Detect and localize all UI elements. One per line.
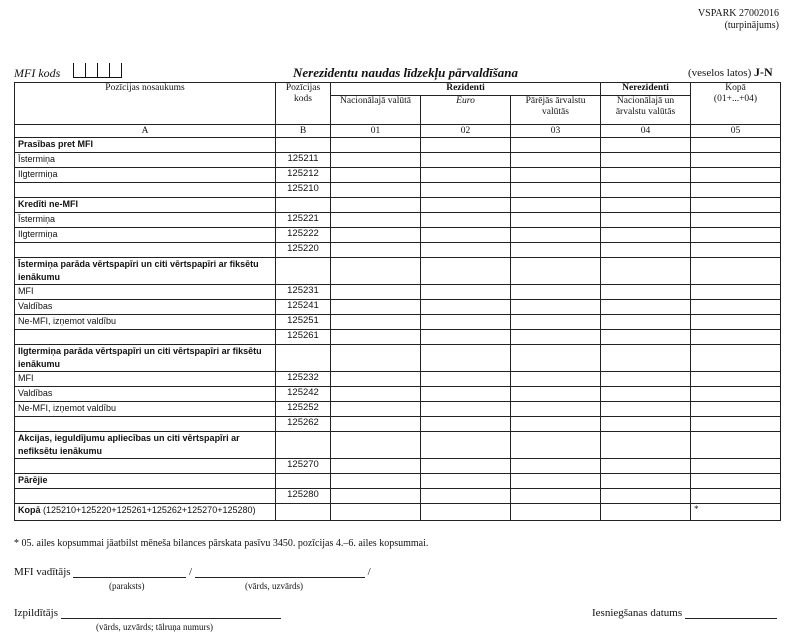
value-cell-05[interactable] [691,330,781,345]
col-header-name: Pozīcijas nosaukums [15,83,276,125]
col-header-residents: Rezidenti [331,83,601,96]
value-cell-03 [511,258,601,285]
table-row [15,258,781,285]
table-row [15,285,781,300]
value-cell-02[interactable] [421,372,511,387]
col-header-code: Pozīcijas kods [276,83,331,125]
value-cell-04[interactable] [601,459,691,474]
value-cell-05[interactable] [691,285,781,300]
table-row [15,489,781,504]
value-cell-04[interactable] [601,183,691,198]
value-cell-04 [601,258,691,285]
col-header-nonresidents: Nerezidenti [601,83,691,96]
value-cell-01 [331,138,421,153]
total-cell-03[interactable] [511,504,601,521]
table-row [15,183,781,198]
table-row [15,315,781,330]
row-code: 125221 [276,213,331,228]
row-name: Kredīti ne-MFI [15,198,276,213]
value-cell-05[interactable] [691,387,781,402]
mfi-code-box[interactable] [73,63,85,78]
row-code: 125231 [276,285,331,300]
executor-label: Izpildītājs [14,607,58,619]
value-cell-01[interactable] [331,285,421,300]
value-cell-01[interactable] [331,168,421,183]
row-code [276,198,331,213]
row-code: 125262 [276,417,331,432]
row-name: Īstermiņa [15,213,276,228]
value-cell-03[interactable] [511,330,601,345]
col-letter: 03 [511,125,601,138]
value-cell-04[interactable] [601,372,691,387]
value-cell-05[interactable] [691,315,781,330]
form-code-block [698,8,779,32]
head-name-field[interactable] [195,577,365,578]
value-cell-04 [601,432,691,459]
value-cell-04[interactable] [601,243,691,258]
value-cell-03[interactable] [511,417,601,432]
value-cell-04[interactable] [601,402,691,417]
value-cell-01[interactable] [331,213,421,228]
row-code: 125212 [276,168,331,183]
value-cell-05 [691,474,781,489]
row-code [276,258,331,285]
value-cell-02 [421,198,511,213]
row-name: Ne-MFI, izņemot valdību [15,315,276,330]
row-code: 125211 [276,153,331,168]
value-cell-04[interactable] [601,168,691,183]
row-name: Prasības pret MFI [15,138,276,153]
value-cell-01 [331,198,421,213]
mfi-code-box[interactable] [109,63,122,78]
value-cell-03 [511,198,601,213]
value-cell-02[interactable] [421,153,511,168]
value-cell-01[interactable] [331,243,421,258]
mfi-code-boxes[interactable] [73,63,122,78]
total-row-word: Kopā [18,505,41,515]
value-cell-02[interactable] [421,489,511,504]
row-code: 125252 [276,402,331,417]
total-row-formula: (125210+125220+125261+125262+125270+125280) [43,505,256,515]
row-name [15,183,276,198]
value-cell-01[interactable] [331,300,421,315]
value-cell-04 [601,198,691,213]
value-cell-03 [511,432,601,459]
value-cell-03[interactable] [511,213,601,228]
value-cell-03[interactable] [511,489,601,504]
value-cell-02 [421,345,511,372]
value-cell-01[interactable] [331,153,421,168]
value-cell-02[interactable] [421,285,511,300]
row-code: 125210 [276,183,331,198]
row-name: Ilgtermiņa [15,168,276,183]
value-cell-05[interactable] [691,489,781,504]
row-name: Valdības [15,387,276,402]
total-label: Kopā [725,83,746,93]
row-name [15,330,276,345]
value-cell-02 [421,432,511,459]
value-cell-05 [691,258,781,285]
head-label: MFI vadītājs [14,566,71,578]
value-cell-02[interactable] [421,402,511,417]
table-row [15,168,781,183]
total-cell-02[interactable] [421,504,511,521]
value-cell-03 [511,345,601,372]
section-code: J-N [753,65,773,79]
row-code: 125220 [276,243,331,258]
row-code: 125232 [276,372,331,387]
sign-hint: (paraksts) [109,581,145,591]
value-cell-04[interactable] [601,300,691,315]
value-cell-04 [601,138,691,153]
row-name: Valdības [15,300,276,315]
form-title: Nerezidentu naudas līdzekļu pārvaldīšana [293,65,519,80]
row-name: Ne-MFI, izņemot valdību [15,402,276,417]
row-code [276,474,331,489]
value-cell-05[interactable] [691,417,781,432]
footnote-star: * [694,504,699,514]
date-line [592,607,777,619]
value-cell-04 [601,345,691,372]
value-cell-03[interactable] [511,315,601,330]
row-name: MFI [15,372,276,387]
value-cell-03[interactable] [511,387,601,402]
table-row [15,402,781,417]
table-row [15,474,781,489]
value-cell-02[interactable] [421,459,511,474]
row-code: 125270 [276,459,331,474]
value-cell-05[interactable] [691,168,781,183]
col-header-total [691,83,781,125]
value-cell-04 [601,474,691,489]
row-code [276,138,331,153]
mfi-code-box[interactable] [97,63,109,78]
value-cell-05 [691,345,781,372]
row-name [15,459,276,474]
value-cell-05 [691,432,781,459]
table-row [15,372,781,387]
value-cell-02 [421,138,511,153]
value-cell-04[interactable] [601,315,691,330]
row-code [276,432,331,459]
value-cell-01[interactable] [331,315,421,330]
col-letter: 05 [691,125,781,138]
value-cell-05[interactable] [691,243,781,258]
value-cell-02[interactable] [421,300,511,315]
row-code: 125222 [276,228,331,243]
total-cell-05[interactable] [691,504,781,521]
row-name: Ilgtermiņa parāda vērtspapīri un citi vērtspapīri ar fiksētu ienākumu [15,345,276,372]
row-name: Īstermiņa parāda vērtspapīri un citi vērtspapīri ar fiksētu ienākumu [15,258,276,285]
row-code: 125280 [276,489,331,504]
table-row [15,243,781,258]
row-code: 125242 [276,387,331,402]
value-cell-03 [511,474,601,489]
table-row [15,228,781,243]
value-cell-04[interactable] [601,330,691,345]
value-cell-01[interactable] [331,372,421,387]
value-cell-03[interactable] [511,285,601,300]
value-cell-05 [691,138,781,153]
value-cell-05[interactable] [691,372,781,387]
row-code: 125241 [276,300,331,315]
row-name [15,417,276,432]
total-formula: (01+...+04) [713,94,758,104]
table-row [15,330,781,345]
row-name: Pārējie [15,474,276,489]
table-row [15,387,781,402]
value-cell-02[interactable] [421,417,511,432]
value-cell-05[interactable] [691,153,781,168]
value-cell-01[interactable] [331,330,421,345]
table-row [15,417,781,432]
value-cell-05[interactable] [691,183,781,198]
value-cell-03[interactable] [511,153,601,168]
value-cell-01 [331,432,421,459]
table-row [15,432,781,459]
value-cell-03[interactable] [511,459,601,474]
table-row [15,300,781,315]
form-code: VSPARK 27002016 [697,8,779,19]
value-cell-01 [331,345,421,372]
report-table [14,82,781,521]
executor-line [14,607,281,619]
head-signature-line: MFI vadītājs / / [14,566,371,578]
value-cell-04[interactable] [601,417,691,432]
table-row [15,153,781,168]
name-hint: (vārds, uzvārds) [245,581,303,591]
row-name [15,243,276,258]
value-cell-01[interactable] [331,228,421,243]
value-cell-05[interactable] [691,402,781,417]
value-cell-03 [511,138,601,153]
total-cell-01[interactable] [331,504,421,521]
value-cell-05[interactable] [691,459,781,474]
total-row-label [15,504,276,521]
value-cell-01[interactable] [331,489,421,504]
value-cell-04[interactable] [601,285,691,300]
value-cell-03[interactable] [511,168,601,183]
date-label: Iesniegšanas datums [592,607,683,619]
value-cell-02[interactable] [421,330,511,345]
col-header-other: Pārējās ārvalstu valūtās [511,96,601,125]
row-name: Ilgtermiņa [15,228,276,243]
value-cell-03[interactable] [511,372,601,387]
value-cell-01 [331,258,421,285]
total-row [15,504,781,521]
date-field[interactable] [685,618,777,619]
col-header-national: Nacionālajā valūtā [331,96,421,125]
value-cell-03[interactable] [511,183,601,198]
executor-hint: (vārds, uzvārds; tālruņa numurs) [96,622,213,632]
value-cell-02 [421,474,511,489]
continuation-note: (turpinājums) [724,20,779,31]
value-cell-03[interactable] [511,228,601,243]
value-cell-03[interactable] [511,243,601,258]
value-cell-01[interactable] [331,387,421,402]
footnote: * 05. ailes kopsummai jāatbilst mēneša bilances pārskata pasīvu 3450. pozīcijas 4.–6. ailes kopsummai. [14,538,429,549]
row-name: MFI [15,285,276,300]
col-letter: 01 [331,125,421,138]
total-cell-code [276,504,331,521]
value-cell-04[interactable] [601,387,691,402]
table-row [15,213,781,228]
head-signature-field[interactable] [73,577,186,578]
table-row [15,138,781,153]
mfi-code-box[interactable] [85,63,97,78]
value-cell-05 [691,198,781,213]
value-cell-04[interactable] [601,153,691,168]
value-cell-05[interactable] [691,228,781,243]
units-note: (veselos latos) [688,67,752,79]
col-letter: A [15,125,276,138]
col-header-nonres-currency: Nacionālajā un ārvalstu valūtās [601,96,691,125]
value-cell-02 [421,258,511,285]
value-cell-02[interactable] [421,213,511,228]
executor-field[interactable] [61,618,281,619]
value-cell-02[interactable] [421,243,511,258]
value-cell-02[interactable] [421,183,511,198]
table-row [15,198,781,213]
value-cell-04[interactable] [601,213,691,228]
row-name: Īstermiņa [15,153,276,168]
units-block [688,65,773,80]
table-body [15,138,781,504]
value-cell-01[interactable] [331,417,421,432]
value-cell-02[interactable] [421,168,511,183]
value-cell-02[interactable] [421,387,511,402]
value-cell-04[interactable] [601,489,691,504]
value-cell-02[interactable] [421,228,511,243]
col-header-euro: Euro [421,96,511,125]
row-name: Akcijas, ieguldījumu apliecības un citi vērtspapīri ar nefiksētu ienākumu [15,432,276,459]
value-cell-05[interactable] [691,300,781,315]
value-cell-02[interactable] [421,315,511,330]
value-cell-01[interactable] [331,459,421,474]
row-code [276,345,331,372]
total-cell-04[interactable] [601,504,691,521]
mfi-code-label: MFI kods [14,66,61,80]
table-row [15,345,781,372]
value-cell-03[interactable] [511,300,601,315]
value-cell-01 [331,474,421,489]
col-letter: 04 [601,125,691,138]
col-letter: 02 [421,125,511,138]
row-code: 125251 [276,315,331,330]
row-code: 125261 [276,330,331,345]
value-cell-03[interactable] [511,402,601,417]
value-cell-04[interactable] [601,228,691,243]
value-cell-01[interactable] [331,183,421,198]
col-letter: B [276,125,331,138]
row-name [15,489,276,504]
value-cell-01[interactable] [331,402,421,417]
value-cell-05[interactable] [691,213,781,228]
table-row [15,459,781,474]
